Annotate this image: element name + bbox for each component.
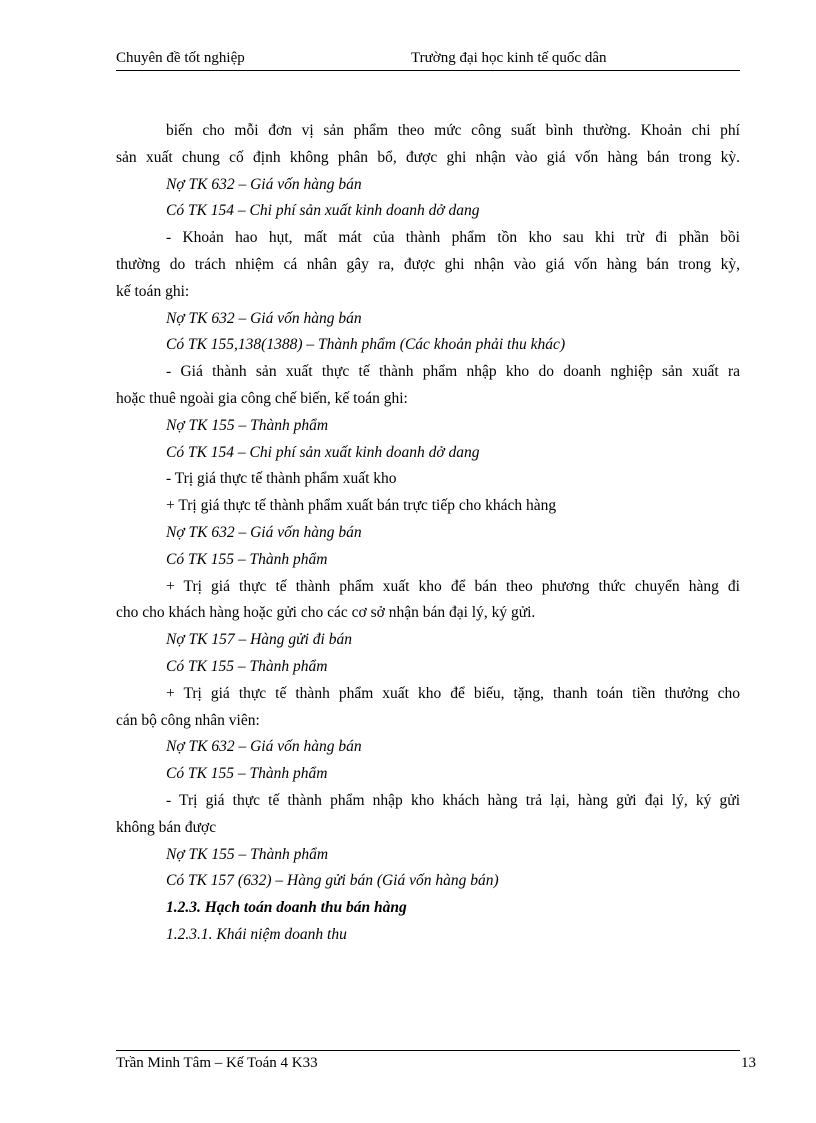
journal-entry-credit: Có TK 155 – Thành phẩm <box>166 657 328 675</box>
paragraph-line: - Trị giá thực tế thành phẩm nhập kho khách hàng trả lại, hàng gửi đại lý, ký gửi <box>166 791 740 809</box>
section-heading: 1.2.3. Hạch toán doanh thu bán hàng <box>166 899 407 917</box>
paragraph-line: + Trị giá thực tế thành phẩm xuất bán trực tiếp cho khách hàng <box>166 497 557 515</box>
paragraph-line: kế toán ghi: <box>116 282 190 300</box>
journal-entry-debit: Nợ TK 632 – Giá vốn hàng bán <box>166 523 362 541</box>
footer-author: Trần Minh Tâm – Kế Toán 4 K33 <box>116 1055 318 1071</box>
journal-entry-credit: Có TK 154 – Chi phí sản xuất kinh doanh dở dang <box>166 202 480 220</box>
page-number: 13 <box>741 1055 756 1071</box>
paragraph-line: - Giá thành sản xuất thực tế thành phẩm nhập kho do doanh nghiệp sản xuất ra <box>166 363 740 381</box>
paragraph-line: - Trị giá thực tế thành phẩm xuất kho <box>166 470 397 488</box>
page-footer <box>116 1050 756 1074</box>
page-header <box>116 48 740 71</box>
journal-entry-credit: Có TK 157 (632) – Hàng gửi bán (Giá vốn hàng bán) <box>166 872 499 890</box>
journal-entry-debit: Nợ TK 632 – Giá vốn hàng bán <box>166 175 362 193</box>
header-university-name: Trường đại học kinh tế quốc dân <box>411 50 607 66</box>
journal-entry-credit: Có TK 154 – Chi phí sản xuất kinh doanh dở dang <box>166 443 480 461</box>
journal-entry-credit: Có TK 155 – Thành phẩm <box>166 550 328 568</box>
header-course-title: Chuyên đề tốt nghiệp <box>116 50 245 66</box>
paragraph-line: hoặc thuê ngoài gia công chế biến, kế toán ghi: <box>116 389 408 407</box>
journal-entry-credit: Có TK 155 – Thành phẩm <box>166 765 328 783</box>
paragraph-line: cho cho khách hàng hoặc gửi cho các cơ sở nhận bán đại lý, ký gửi. <box>116 604 536 622</box>
paragraph-line: sản xuất chung cố định không phân bổ, được ghi nhận vào giá vốn hàng bán trong kỳ. <box>116 148 740 166</box>
page-body <box>116 118 740 949</box>
paragraph-line: không bán được <box>116 818 217 836</box>
paragraph-line: biến cho mỗi đơn vị sản phẩm theo mức công suất bình thường. Khoản chi phí <box>166 122 740 139</box>
footer-divider <box>116 1050 740 1051</box>
paragraph-line: - Khoản hao hụt, mất mát của thành phẩm tồn kho sau khi trừ đi phần bồi <box>166 229 740 247</box>
journal-entry-debit: Nợ TK 155 – Thành phẩm <box>166 845 329 863</box>
journal-entry-debit: Nợ TK 157 – Hàng gửi đi bán <box>166 631 352 649</box>
journal-entry-credit: Có TK 155,138(1388) – Thành phẩm (Các khoản phải thu khác) <box>166 336 566 354</box>
journal-entry-debit: Nợ TK 632 – Giá vốn hàng bán <box>166 309 362 327</box>
subsection-heading: 1.2.3.1. Khái niệm doanh thu <box>166 925 347 943</box>
journal-entry-debit: Nợ TK 632 – Giá vốn hàng bán <box>166 738 362 756</box>
paragraph-line: cán bộ công nhân viên: <box>116 711 260 729</box>
paragraph-line: + Trị giá thực tế thành phẩm xuất kho để bán theo phương thức chuyển hàng đi <box>166 577 740 595</box>
paragraph-line: thường do trách nhiệm cá nhân gây ra, được ghi nhận vào giá vốn hàng bán trong kỳ, <box>116 255 740 273</box>
paragraph-line: + Trị giá thực tế thành phẩm xuất kho để biếu, tặng, thanh toán tiền thưởng cho <box>166 684 740 702</box>
journal-entry-debit: Nợ TK 155 – Thành phẩm <box>166 416 329 434</box>
